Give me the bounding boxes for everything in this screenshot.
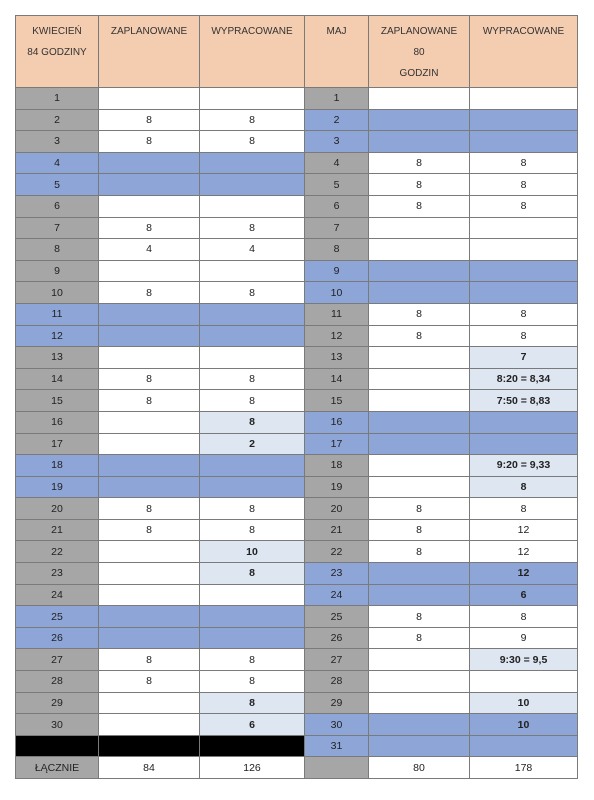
april-day-cell: 18 [16, 455, 99, 477]
april-worked-cell: 2 [200, 433, 305, 455]
april-worked-cell: 8 [200, 692, 305, 714]
april-worked-cell: 8 [200, 390, 305, 412]
may-worked-cell [470, 433, 578, 455]
april-planned-cell: 8 [99, 368, 200, 390]
may-day-cell: 8 [305, 239, 369, 261]
april-day-cell: 29 [16, 692, 99, 714]
april-day-cell: 22 [16, 541, 99, 563]
april-worked-cell [200, 606, 305, 628]
april-worked-cell [200, 627, 305, 649]
table-row [16, 476, 578, 498]
april-worked-cell: 8 [200, 649, 305, 671]
may-worked-cell [470, 217, 578, 239]
april-planned-cell [99, 411, 200, 433]
may-planned-cell [369, 476, 470, 498]
may-worked-cell [470, 88, 578, 110]
totals-row [16, 757, 578, 779]
may-planned-cell [369, 692, 470, 714]
totals-label: ŁĄCZNIE [16, 757, 99, 779]
may-planned-cell [369, 390, 470, 412]
april-worked-total: 126 [200, 757, 305, 779]
april-planned-cell: 8 [99, 649, 200, 671]
hours-schedule-table [15, 15, 578, 779]
may-planned-cell [369, 217, 470, 239]
may-worked-cell: 7 [470, 347, 578, 369]
may-worked-cell: 10 [470, 714, 578, 736]
may-worked-cell [470, 131, 578, 153]
may-worked-cell: 8:20 = 8,34 [470, 368, 578, 390]
april-day-cell: 8 [16, 239, 99, 261]
april-planned-cell: 8 [99, 109, 200, 131]
april-day-cell: 9 [16, 260, 99, 282]
may-worked-cell: 9:30 = 9,5 [470, 649, 578, 671]
table-row [16, 282, 578, 304]
april-day-cell: 13 [16, 347, 99, 369]
april-planned-cell: 8 [99, 131, 200, 153]
april-worked-cell [200, 88, 305, 110]
may-worked-cell: 12 [470, 563, 578, 585]
april-day-cell: 24 [16, 584, 99, 606]
may-day-cell: 28 [305, 671, 369, 693]
may-worked-cell: 8 [470, 303, 578, 325]
may-planned-cell [369, 563, 470, 585]
april-worked-cell: 4 [200, 239, 305, 261]
april-planned-cell [99, 260, 200, 282]
table-row [16, 714, 578, 736]
april-worked-cell: 10 [200, 541, 305, 563]
table-row [16, 411, 578, 433]
may-planned-cell [369, 455, 470, 477]
may-worked-cell [470, 671, 578, 693]
may-planned-cell: 8 [369, 195, 470, 217]
table-row [16, 109, 578, 131]
april-planned-cell [99, 692, 200, 714]
header-may-planned-unit: GODZIN [399, 68, 439, 79]
table-row [16, 303, 578, 325]
may-day-cell: 16 [305, 411, 369, 433]
may-day-cell: 14 [305, 368, 369, 390]
may-day-cell: 30 [305, 714, 369, 736]
table-row [16, 217, 578, 239]
may-worked-cell: 12 [470, 519, 578, 541]
may-day-cell: 31 [305, 735, 369, 757]
may-planned-cell [369, 433, 470, 455]
april-planned-cell [99, 303, 200, 325]
may-day-cell: 21 [305, 519, 369, 541]
table-row [16, 498, 578, 520]
may-day-cell: 18 [305, 455, 369, 477]
table-row [16, 260, 578, 282]
april-day-cell: 14 [16, 368, 99, 390]
april-planned-cell [99, 152, 200, 174]
may-worked-cell: 12 [470, 541, 578, 563]
april-day-cell: 15 [16, 390, 99, 412]
may-day-cell: 7 [305, 217, 369, 239]
header-april-month: KWIECIEŃ [32, 26, 82, 37]
april-worked-cell [200, 735, 305, 757]
may-planned-cell [369, 260, 470, 282]
table-row [16, 455, 578, 477]
may-planned-cell [369, 584, 470, 606]
april-worked-cell: 8 [200, 282, 305, 304]
april-day-cell: 17 [16, 433, 99, 455]
may-planned-cell: 8 [369, 498, 470, 520]
may-day-cell: 3 [305, 131, 369, 153]
table-row [16, 541, 578, 563]
table-row [16, 195, 578, 217]
table-row [16, 433, 578, 455]
april-worked-cell: 6 [200, 714, 305, 736]
header-may-planned-count: 80 [413, 47, 425, 58]
april-day-cell: 23 [16, 563, 99, 585]
april-worked-cell [200, 347, 305, 369]
april-planned-cell [99, 563, 200, 585]
april-worked-cell [200, 303, 305, 325]
april-planned-cell: 8 [99, 390, 200, 412]
may-day-cell: 10 [305, 282, 369, 304]
april-planned-cell [99, 735, 200, 757]
may-day-cell: 4 [305, 152, 369, 174]
may-planned-cell [369, 411, 470, 433]
may-day-cell: 19 [305, 476, 369, 498]
may-worked-cell: 8 [470, 476, 578, 498]
may-worked-cell [470, 282, 578, 304]
may-worked-total: 178 [470, 757, 578, 779]
april-planned-cell: 8 [99, 498, 200, 520]
may-day-cell: 2 [305, 109, 369, 131]
may-worked-cell: 8 [470, 498, 578, 520]
table-row [16, 519, 578, 541]
header-may: MAJ [305, 16, 369, 88]
may-planned-cell [369, 735, 470, 757]
may-planned-cell [369, 671, 470, 693]
may-worked-cell [470, 411, 578, 433]
header-may-planned [369, 16, 470, 88]
may-planned-cell: 8 [369, 541, 470, 563]
april-planned-cell [99, 88, 200, 110]
header-april-worked: WYPRACOWANE [200, 16, 305, 88]
may-day-cell: 5 [305, 174, 369, 196]
may-planned-cell: 8 [369, 174, 470, 196]
may-worked-cell: 7:50 = 8,83 [470, 390, 578, 412]
may-day-cell: 24 [305, 584, 369, 606]
may-worked-cell: 9 [470, 627, 578, 649]
april-worked-cell [200, 152, 305, 174]
april-worked-cell: 8 [200, 519, 305, 541]
may-worked-cell [470, 735, 578, 757]
april-worked-cell [200, 584, 305, 606]
april-day-cell: 2 [16, 109, 99, 131]
header-row [16, 16, 578, 88]
table-row [16, 692, 578, 714]
table-row [16, 563, 578, 585]
may-planned-cell [369, 368, 470, 390]
may-day-cell: 12 [305, 325, 369, 347]
april-planned-cell: 8 [99, 519, 200, 541]
april-worked-cell [200, 174, 305, 196]
april-day-cell: 5 [16, 174, 99, 196]
april-worked-cell: 8 [200, 368, 305, 390]
april-day-cell: 19 [16, 476, 99, 498]
may-day-cell: 20 [305, 498, 369, 520]
header-april [16, 16, 99, 88]
table-row [16, 671, 578, 693]
may-worked-cell: 6 [470, 584, 578, 606]
april-planned-cell [99, 541, 200, 563]
april-planned-cell [99, 606, 200, 628]
header-may-planned-label: ZAPLANOWANE [380, 26, 458, 37]
april-day-cell: 21 [16, 519, 99, 541]
table-row [16, 174, 578, 196]
header-april-planned: ZAPLANOWANE [99, 16, 200, 88]
may-planned-cell: 8 [369, 325, 470, 347]
may-worked-cell: 10 [470, 692, 578, 714]
may-day-total [305, 757, 369, 779]
may-worked-cell [470, 260, 578, 282]
may-worked-cell: 8 [470, 152, 578, 174]
may-day-cell: 22 [305, 541, 369, 563]
april-worked-cell [200, 476, 305, 498]
april-day-cell: 3 [16, 131, 99, 153]
header-april-hours: 84 GODZINY [27, 47, 87, 58]
april-day-cell: 6 [16, 195, 99, 217]
table-row [16, 239, 578, 261]
table-row [16, 735, 578, 757]
april-worked-cell: 8 [200, 671, 305, 693]
table-row [16, 347, 578, 369]
may-planned-cell [369, 347, 470, 369]
april-day-cell: 4 [16, 152, 99, 174]
april-worked-cell [200, 325, 305, 347]
april-day-cell: 1 [16, 88, 99, 110]
may-planned-cell: 8 [369, 303, 470, 325]
may-day-cell: 26 [305, 627, 369, 649]
header-may-worked: WYPRACOWANE [470, 16, 578, 88]
may-day-cell: 9 [305, 260, 369, 282]
april-planned-cell [99, 195, 200, 217]
april-day-cell: 10 [16, 282, 99, 304]
april-planned-cell [99, 714, 200, 736]
april-planned-cell [99, 476, 200, 498]
may-day-cell: 23 [305, 563, 369, 585]
april-worked-cell [200, 195, 305, 217]
table-row [16, 325, 578, 347]
may-day-cell: 6 [305, 195, 369, 217]
april-planned-cell [99, 174, 200, 196]
table-row [16, 584, 578, 606]
april-planned-cell [99, 455, 200, 477]
table-row [16, 131, 578, 153]
april-planned-cell: 8 [99, 217, 200, 239]
may-planned-cell: 8 [369, 152, 470, 174]
may-worked-cell: 9:20 = 9,33 [470, 455, 578, 477]
may-worked-cell: 8 [470, 325, 578, 347]
may-planned-cell: 8 [369, 519, 470, 541]
april-day-cell: 27 [16, 649, 99, 671]
april-planned-cell: 4 [99, 239, 200, 261]
april-day-cell: 25 [16, 606, 99, 628]
april-planned-cell [99, 584, 200, 606]
table-row [16, 649, 578, 671]
may-planned-cell [369, 649, 470, 671]
april-day-cell: 7 [16, 217, 99, 239]
may-day-cell: 15 [305, 390, 369, 412]
april-day-cell [16, 735, 99, 757]
may-worked-cell: 8 [470, 195, 578, 217]
may-planned-cell [369, 88, 470, 110]
april-day-cell: 20 [16, 498, 99, 520]
april-planned-total: 84 [99, 757, 200, 779]
table-body [16, 16, 578, 779]
april-day-cell: 11 [16, 303, 99, 325]
may-planned-cell: 8 [369, 606, 470, 628]
table-row [16, 627, 578, 649]
april-worked-cell [200, 455, 305, 477]
april-day-cell: 16 [16, 411, 99, 433]
may-worked-cell: 8 [470, 174, 578, 196]
may-planned-cell [369, 109, 470, 131]
april-worked-cell: 8 [200, 498, 305, 520]
april-planned-cell [99, 433, 200, 455]
april-planned-cell [99, 325, 200, 347]
april-planned-cell [99, 347, 200, 369]
may-day-cell: 1 [305, 88, 369, 110]
may-worked-cell: 8 [470, 606, 578, 628]
may-worked-cell [470, 239, 578, 261]
april-planned-cell: 8 [99, 282, 200, 304]
table-row [16, 368, 578, 390]
april-day-cell: 28 [16, 671, 99, 693]
may-planned-total: 80 [369, 757, 470, 779]
may-day-cell: 17 [305, 433, 369, 455]
april-planned-cell [99, 627, 200, 649]
may-planned-cell [369, 282, 470, 304]
may-planned-cell [369, 239, 470, 261]
april-worked-cell: 8 [200, 109, 305, 131]
may-day-cell: 25 [305, 606, 369, 628]
may-day-cell: 29 [305, 692, 369, 714]
april-day-cell: 12 [16, 325, 99, 347]
may-day-cell: 13 [305, 347, 369, 369]
table-row [16, 88, 578, 110]
may-day-cell: 11 [305, 303, 369, 325]
may-planned-cell [369, 131, 470, 153]
april-worked-cell: 8 [200, 131, 305, 153]
table-row [16, 390, 578, 412]
april-day-cell: 26 [16, 627, 99, 649]
april-worked-cell: 8 [200, 411, 305, 433]
may-planned-cell [369, 714, 470, 736]
april-planned-cell: 8 [99, 671, 200, 693]
april-worked-cell: 8 [200, 563, 305, 585]
april-worked-cell: 8 [200, 217, 305, 239]
april-day-cell: 30 [16, 714, 99, 736]
april-worked-cell [200, 260, 305, 282]
table-row [16, 606, 578, 628]
may-day-cell: 27 [305, 649, 369, 671]
table-row [16, 152, 578, 174]
may-worked-cell [470, 109, 578, 131]
may-planned-cell: 8 [369, 627, 470, 649]
